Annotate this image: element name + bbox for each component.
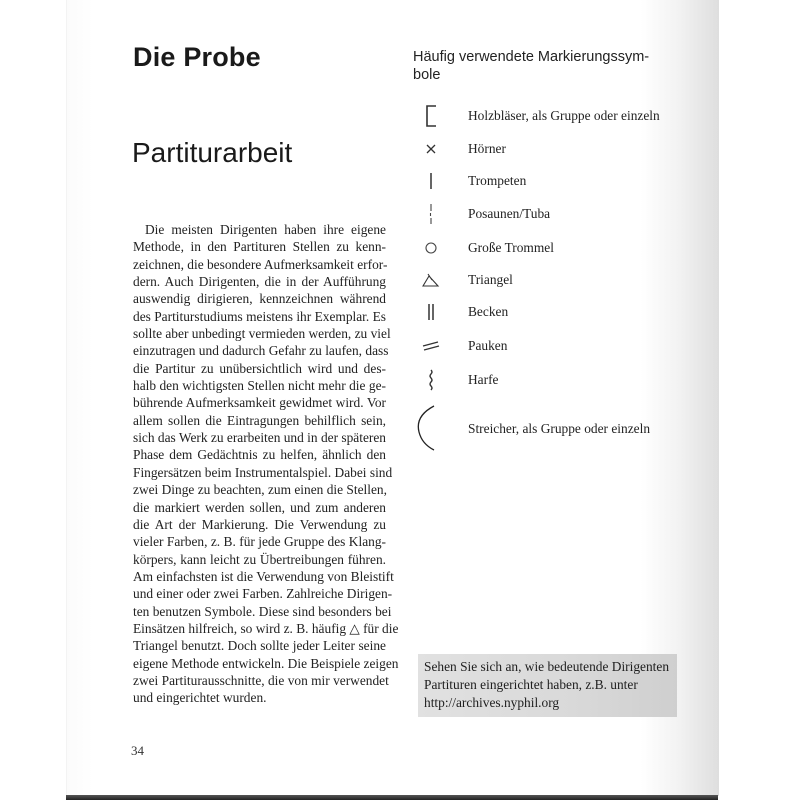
legend-item-triangel — [413, 268, 703, 292]
wavy-line-icon — [413, 368, 449, 392]
body-line: Am einfachsten ist die Verwendung von Bleistift — [133, 568, 394, 584]
body-line: zeichnen, die besondere Aufmerksamkeit erfor- — [133, 256, 388, 272]
legend-label: Hörner — [468, 141, 506, 156]
page-margin-right — [718, 0, 800, 800]
body-paragraph — [133, 221, 399, 707]
body-line: körpers, kann leicht zu Übertreibungen führen. — [133, 551, 386, 567]
body-line: Phase dem Gedächtnis zu helfen, ähnlich den — [133, 447, 386, 463]
body-line: zwei Dinge zu beachten, zum einen die Stellen, — [133, 482, 387, 498]
body-line: Die meisten Dirigenten haben ihre eigene — [145, 222, 386, 237]
arc-icon — [417, 404, 453, 452]
legend-title-line: bole — [413, 67, 441, 83]
callout-link[interactable]: http://archives.nyphil.org — [424, 695, 560, 710]
legend-item-harfe — [413, 368, 703, 392]
body-line: zwei Partiturausschnitte, die von mir verwendet — [133, 672, 389, 688]
double-line-icon — [413, 300, 449, 324]
body-line: bührende Aufmerksamkeit gewidmet wird. Vor — [133, 395, 386, 411]
body-line: allem sollen die Eintragungen behilflich sein, — [133, 412, 386, 428]
legend-title-line: Häufig verwendete Markierungssym- — [413, 49, 650, 65]
x-mark-icon — [413, 137, 449, 161]
legend-label: Becken — [468, 304, 509, 319]
body-line: die Art der Markierung. Die Verwendung zu — [133, 516, 386, 532]
body-line: vieler Farben, z. B. für jede Gruppe des Klang- — [133, 534, 386, 550]
legend-item-posaunen — [413, 202, 703, 226]
legend-item-pauken — [413, 334, 703, 358]
body-line: halb den wichtigsten Stellen nicht mehr die ge- — [133, 378, 386, 394]
triangle-icon — [413, 268, 449, 292]
info-callout-box — [418, 654, 677, 717]
body-line: einzutragen und dadurch Gefahr zu laufen, dass — [133, 343, 389, 359]
section-title: Partiturarbeit — [132, 137, 293, 168]
legend-label: Trompeten — [468, 173, 527, 188]
circle-icon — [413, 236, 449, 260]
callout-line: Partituren eingerichtet haben, z.B. unter — [424, 677, 638, 692]
callout-line: Sehen Sie sich an, wie bedeutende Dirigenten — [424, 659, 670, 674]
legend-item-grosse-trommel — [413, 236, 703, 260]
chapter-title: Die Probe — [133, 42, 261, 72]
body-line: Methode, in den Partituren Stellen zu kenn- — [133, 239, 386, 255]
legend-label: Pauken — [468, 338, 508, 353]
body-line: des Partiturstudiums meistens ihr Exemplar. Es — [133, 308, 386, 324]
body-line: die Partitur zu unübersichtlich wird und des- — [133, 360, 386, 376]
page-bottom-edge — [66, 795, 718, 800]
body-line: eigene Methode entwickeln. Die Beispiele zeigen — [133, 655, 399, 671]
legend-title — [413, 48, 683, 84]
body-line: auswendig dirigieren, kennzeichnen während — [133, 291, 386, 307]
body-line: Fingersätzen beim Instrumentalspiel. Dabei sind — [133, 464, 393, 480]
double-slash-icon — [413, 334, 449, 358]
broken-line-icon — [413, 202, 449, 226]
body-line: die markiert werden sollen, und zum anderen — [133, 499, 386, 515]
legend-item-streicher — [413, 404, 703, 452]
body-line: und einer oder zwei Farben. Zahlreiche Dirigen- — [133, 586, 393, 602]
legend-label: Triangel — [468, 272, 513, 287]
legend-item-trompeten — [413, 169, 703, 193]
body-line: ten benutzen Symbole. Diese sind besonders bei — [133, 603, 392, 619]
page-number: 34 — [131, 743, 144, 758]
legend-label: Holzbläser, als Gruppe oder einzeln — [468, 108, 660, 123]
vertical-line-icon — [413, 169, 449, 193]
body-line: sich das Werk zu erarbeiten und in der späteren — [133, 430, 386, 446]
body-line: sollte aber unbedingt vermieden werden, zu viel — [133, 326, 391, 342]
legend-item-hoerner — [413, 137, 703, 161]
body-line: und eingerichtet wurden. — [133, 690, 267, 706]
legend-item-holzblaeser — [413, 104, 703, 128]
legend-item-becken — [413, 300, 703, 324]
legend-label: Streicher, als Gruppe oder einzeln — [468, 421, 651, 436]
legend-label: Posaunen/Tuba — [468, 206, 551, 221]
body-line: Einsätzen hilfreich, so wird z. B. häufig △ für die — [133, 620, 399, 636]
body-line: dern. Auch Dirigenten, die in der Aufführung — [133, 274, 386, 290]
body-line: Triangel benutzt. Doch sollte jeder Leiter seine — [133, 638, 386, 654]
legend-label: Harfe — [468, 372, 499, 387]
bracket-icon — [413, 104, 449, 128]
legend-label: Große Trommel — [468, 240, 554, 255]
